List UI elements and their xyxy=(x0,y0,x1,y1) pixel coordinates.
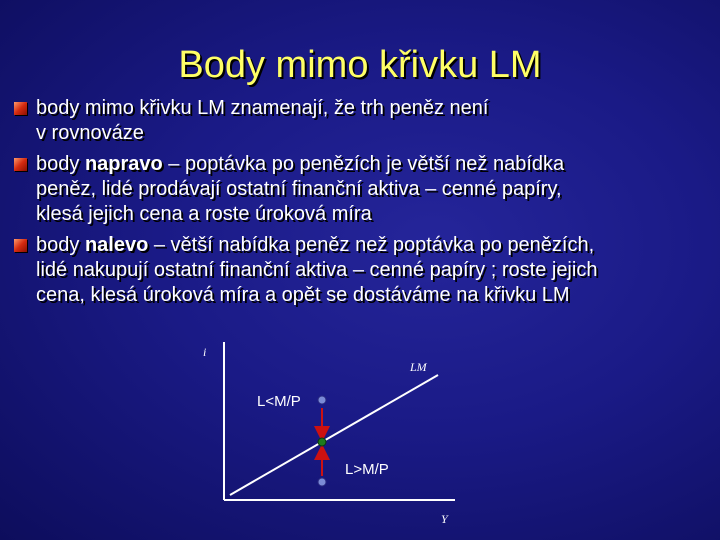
bullet-3-line-3: cena, klesá úroková míra a opět se dostáváme na křivku LM xyxy=(36,284,570,306)
bullet-1-line-1: body mimo křivku LM znamenají, že trh peněz není xyxy=(36,97,489,119)
label-l-less-than-mp: L<M/P xyxy=(257,393,301,410)
point-on-curve xyxy=(318,438,326,446)
point-above-curve xyxy=(318,396,326,404)
x-axis-label: Y xyxy=(441,512,448,526)
bullet-2-line-1: body napravo – poptávka po penězích je větší než nabídka xyxy=(36,153,565,175)
point-below-curve xyxy=(318,478,326,486)
bold-term-nalevo: nalevo xyxy=(84,234,149,256)
bold-term-napravo: napravo xyxy=(84,153,163,175)
bullet-3-line-1: body nalevo – větší nabídka peněz než poptávka po penězích, xyxy=(36,234,595,256)
bullet-2-line-3: klesá jejich cena a roste úroková míra xyxy=(36,203,372,225)
bullet-1-line-2: v rovnováze xyxy=(36,122,144,144)
bullet-3-line-2: lidé nakupují ostatní finanční aktiva – cenné papíry ; roste jejich xyxy=(36,259,598,281)
lm-curve-label: LM xyxy=(410,360,427,374)
label-l-greater-than-mp: L>M/P xyxy=(345,461,389,478)
bullet-2-line-2: peněz, lidé prodávají ostatní finanční aktiva – cenné papíry, xyxy=(36,178,562,200)
y-axis-label: i xyxy=(203,345,207,359)
slide-title: Body mimo křivku LM xyxy=(178,44,542,86)
